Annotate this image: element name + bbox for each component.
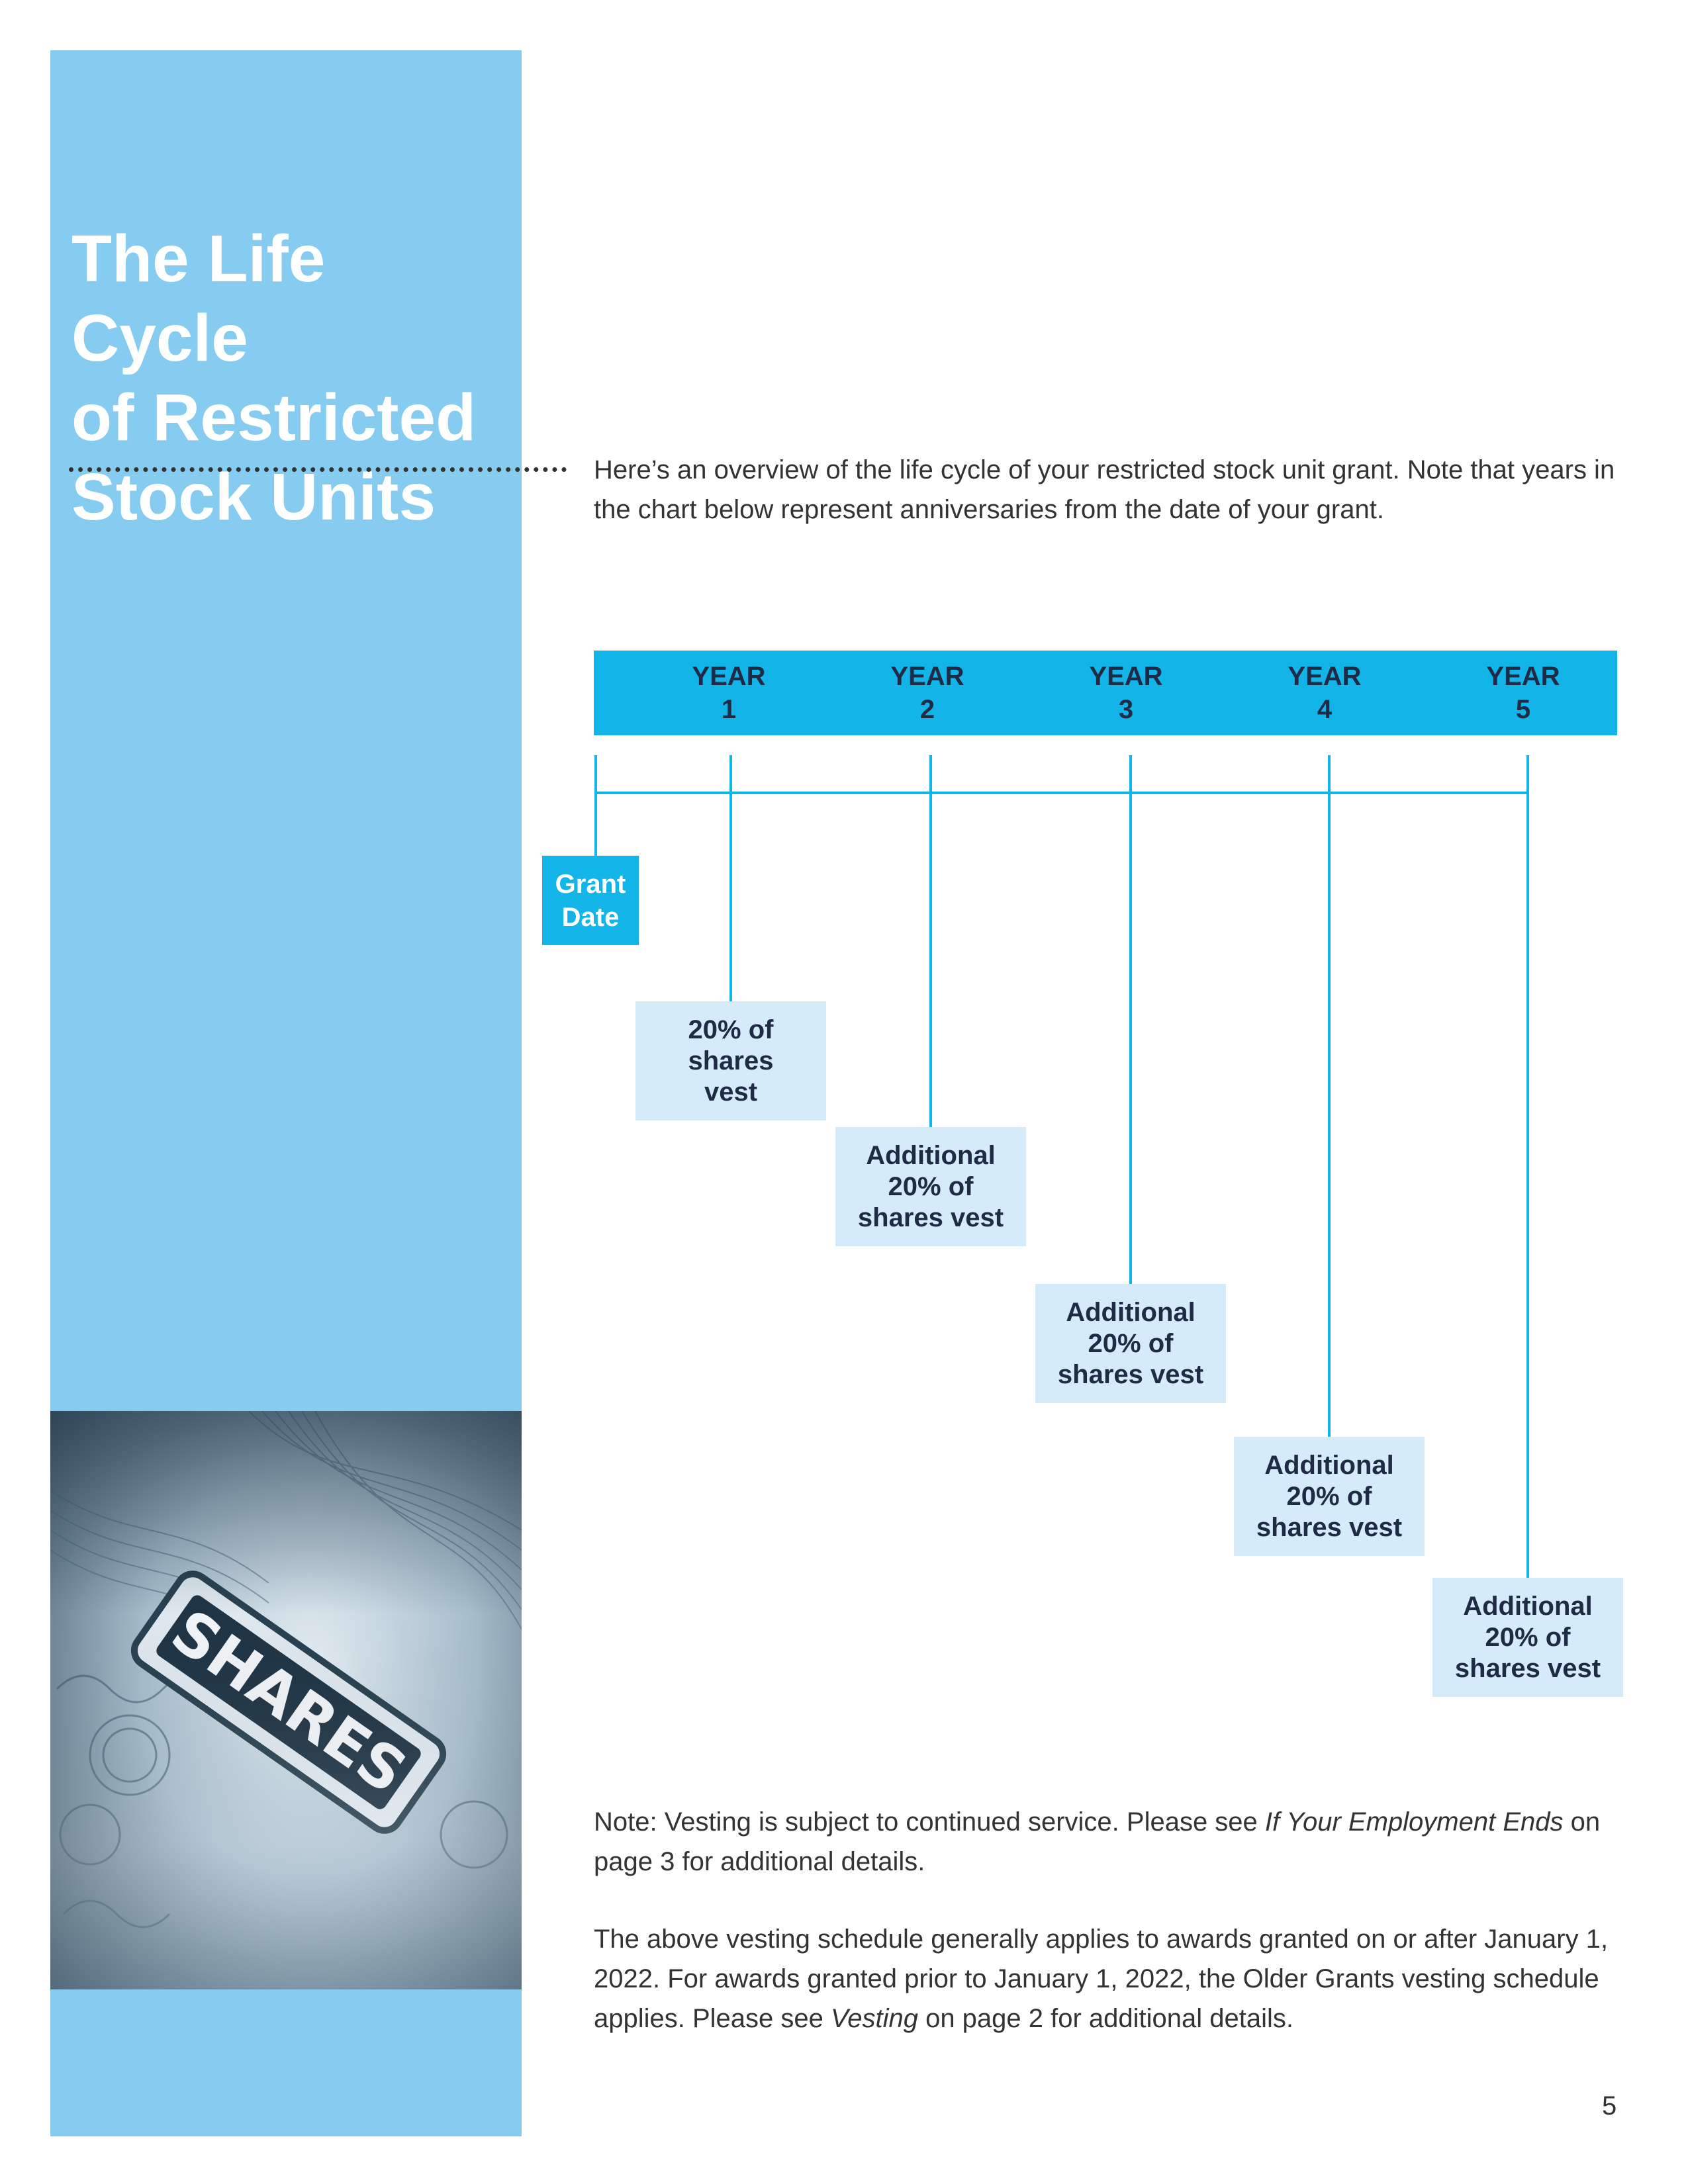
year-4-label: YEAR 4: [1288, 662, 1362, 724]
title-line-2: of Restricted: [71, 381, 477, 455]
intro-paragraph: Here’s an overview of the life cycle of your restricted stock unit grant. Note that years in the chart below represent anniversaries from the date of your grant.: [594, 455, 1615, 524]
vesting-reference: Vesting: [831, 2004, 918, 2033]
vesting-note: Note: Vesting is subject to continued service. Please see If Your Employment Ends on page 3 for additional details.: [594, 1807, 1601, 1876]
year-2-label: YEAR 2: [890, 662, 964, 724]
vest-box-year-5: Additional 20% of shares vest: [1432, 1578, 1623, 1697]
title-line-1: The Life Cycle: [71, 222, 326, 375]
vest-box-year-3: Additional 20% of shares vest: [1035, 1284, 1226, 1403]
title-line-3: Stock Units: [71, 460, 436, 534]
grant-date-box: Grant Date: [542, 856, 639, 945]
vest-box-year-4: Additional 20% of shares vest: [1234, 1437, 1425, 1556]
employment-ends-reference: If Your Employment Ends: [1264, 1807, 1564, 1837]
vest-box-year-2: Additional 20% of shares vest: [835, 1127, 1026, 1246]
year-1-label: YEAR 1: [692, 662, 766, 724]
vest-box-year-1: 20% of shares vest: [635, 1001, 826, 1120]
schedule-note: The above vesting schedule generally applies to awards granted on or after January 1, 2022. For awards granted prior to January 1, 2022, the Older Grants vesting schedule applies. Please see Vesting on page 2 for additional details.: [594, 1925, 1609, 2033]
year-3-label: YEAR 3: [1089, 662, 1163, 724]
year-5-label: YEAR 5: [1486, 662, 1560, 724]
page-number: 5: [1602, 2091, 1617, 2120]
